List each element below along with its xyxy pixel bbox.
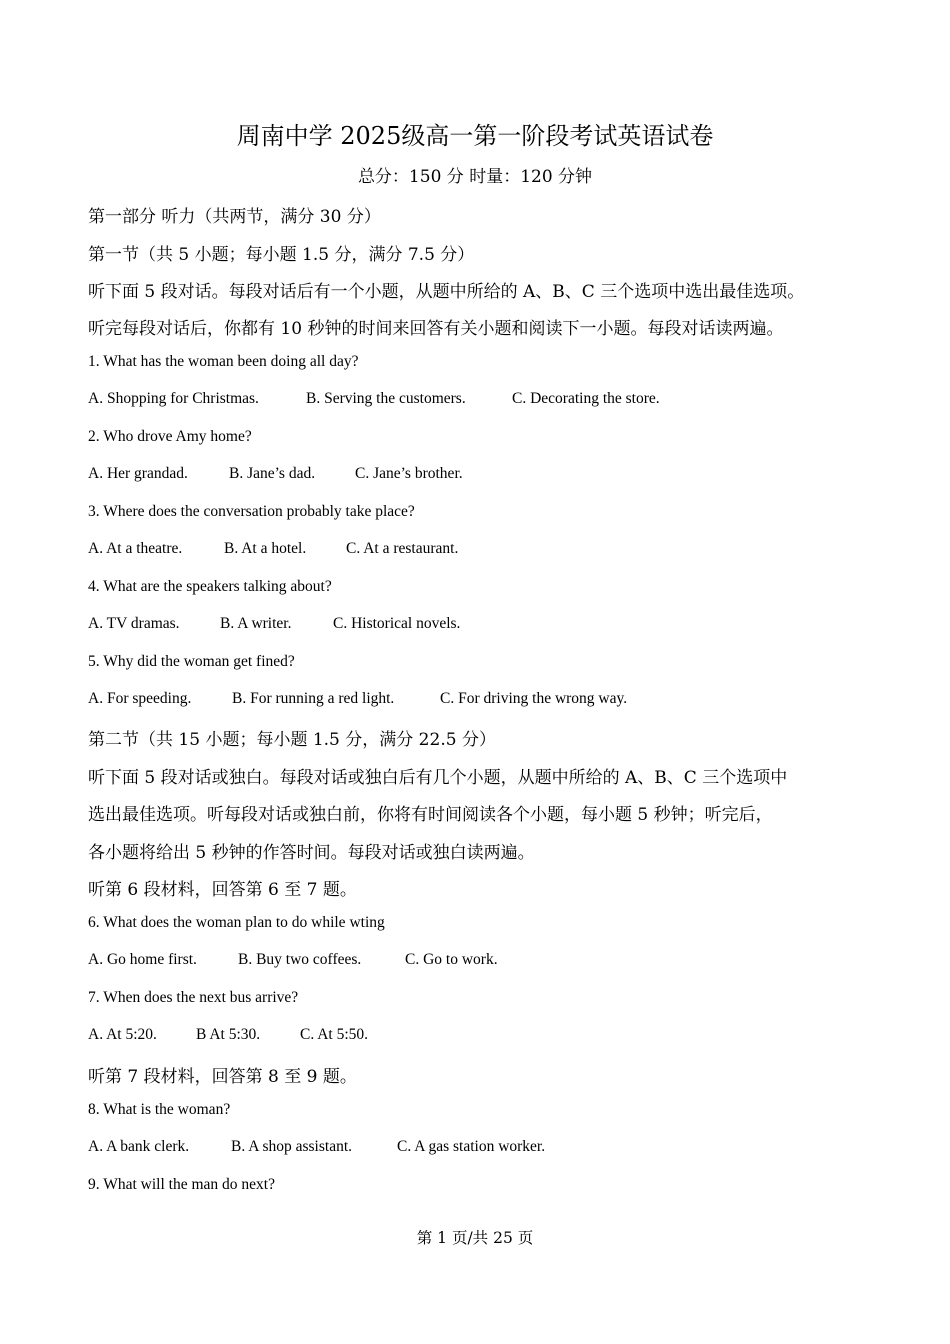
exam-subtitle: 总分：150 分 时量：120 分钟 (357, 167, 593, 187)
question-stem: 3. Where does the conversation probably take place? (88, 503, 415, 520)
option-a: A. At 5:20. (88, 1026, 157, 1043)
exam-title: 周南中学 2025级高一第一阶段考试英语试卷 (236, 122, 714, 150)
question-stem: 5. Why did the woman get fined? (88, 653, 295, 670)
option-b: B. For running a red light. (232, 690, 395, 707)
question-stem: 2. Who drove Amy home? (88, 428, 252, 445)
instruction-line: 听完每段对话后，你都有 10 秒钟的时间来回答有关小题和阅读下一小题。每段对话读两遍。 (88, 319, 784, 339)
option-b: B. Serving the customers. (306, 390, 466, 407)
answer-options (88, 951, 498, 969)
option-c: C. Jane’s brother. (355, 465, 463, 482)
option-c: C. At 5:50. (300, 1026, 369, 1043)
option-c: C. Go to work. (405, 951, 498, 968)
answer-options (88, 1138, 545, 1156)
option-a: A. Go home first. (88, 951, 197, 968)
option-a: A. TV dramas. (88, 615, 180, 632)
option-a: A. Her grandad. (88, 465, 188, 482)
section-heading: 第二节（共 15 小题；每小题 1.5 分，满分 22.5 分） (88, 730, 496, 750)
question-stem: 8. What is the woman? (88, 1101, 231, 1118)
option-b: B. Jane’s dad. (229, 465, 316, 482)
instruction-line: 听下面 5 段对话。每段对话后有一个小题，从题中所给的 A、B、C 三个选项中选出最佳选项。 (88, 282, 805, 302)
option-b: B. At a hotel. (224, 540, 307, 557)
option-b: B At 5:30. (196, 1026, 261, 1043)
answer-options (88, 615, 460, 633)
question-stem: 1. What has the woman been doing all day? (88, 353, 359, 370)
option-c: C. For driving the wrong way. (440, 690, 628, 707)
section-heading: 第一节（共 5 小题；每小题 1.5 分，满分 7.5 分） (88, 245, 475, 265)
option-c: C. Historical novels. (333, 615, 461, 632)
material-heading: 听第 7 段材料，回答第 8 至 9 题。 (88, 1067, 357, 1087)
option-c: C. At a restaurant. (346, 540, 459, 557)
answer-options (88, 690, 627, 708)
instruction-line: 听下面 5 段对话或独白。每段对话或独白后有几个小题，从题中所给的 A、B、C 三个选项中 (88, 768, 788, 788)
option-a: A. For speeding. (88, 690, 192, 707)
option-b: B. Buy two coffees. (238, 951, 362, 968)
option-a: A. A bank clerk. (88, 1138, 190, 1155)
option-a: A. Shopping for Christmas. (88, 390, 259, 407)
question-stem: 7. When does the next bus arrive? (88, 989, 299, 1006)
part-heading: 第一部分 听力（共两节，满分 30 分） (88, 207, 381, 227)
option-b: B. A writer. (220, 615, 292, 632)
answer-options (88, 390, 660, 408)
answer-options (88, 1026, 368, 1044)
instruction-line: 选出最佳选项。听每段对话或独白前，你将有时间阅读各个小题，每小题 5 秒钟；听完后， (88, 805, 773, 825)
question-stem: 6. What does the woman plan to do while wting (88, 914, 385, 931)
option-c: C. Decorating the store. (512, 390, 660, 407)
answer-options (88, 540, 458, 558)
option-c: C. A gas station worker. (397, 1138, 546, 1155)
page-footer: 第 1 页/共 25 页 (416, 1229, 534, 1247)
question-stem: 9. What will the man do next? (88, 1176, 275, 1193)
material-heading: 听第 6 段材料，回答第 6 至 7 题。 (88, 880, 357, 900)
question-stem: 4. What are the speakers talking about? (88, 578, 332, 595)
answer-options (88, 465, 463, 483)
option-b: B. A shop assistant. (231, 1138, 353, 1155)
option-a: A. At a theatre. (88, 540, 183, 557)
instruction-line: 各小题将给出 5 秒钟的作答时间。每段对话或独白读两遍。 (88, 843, 535, 863)
